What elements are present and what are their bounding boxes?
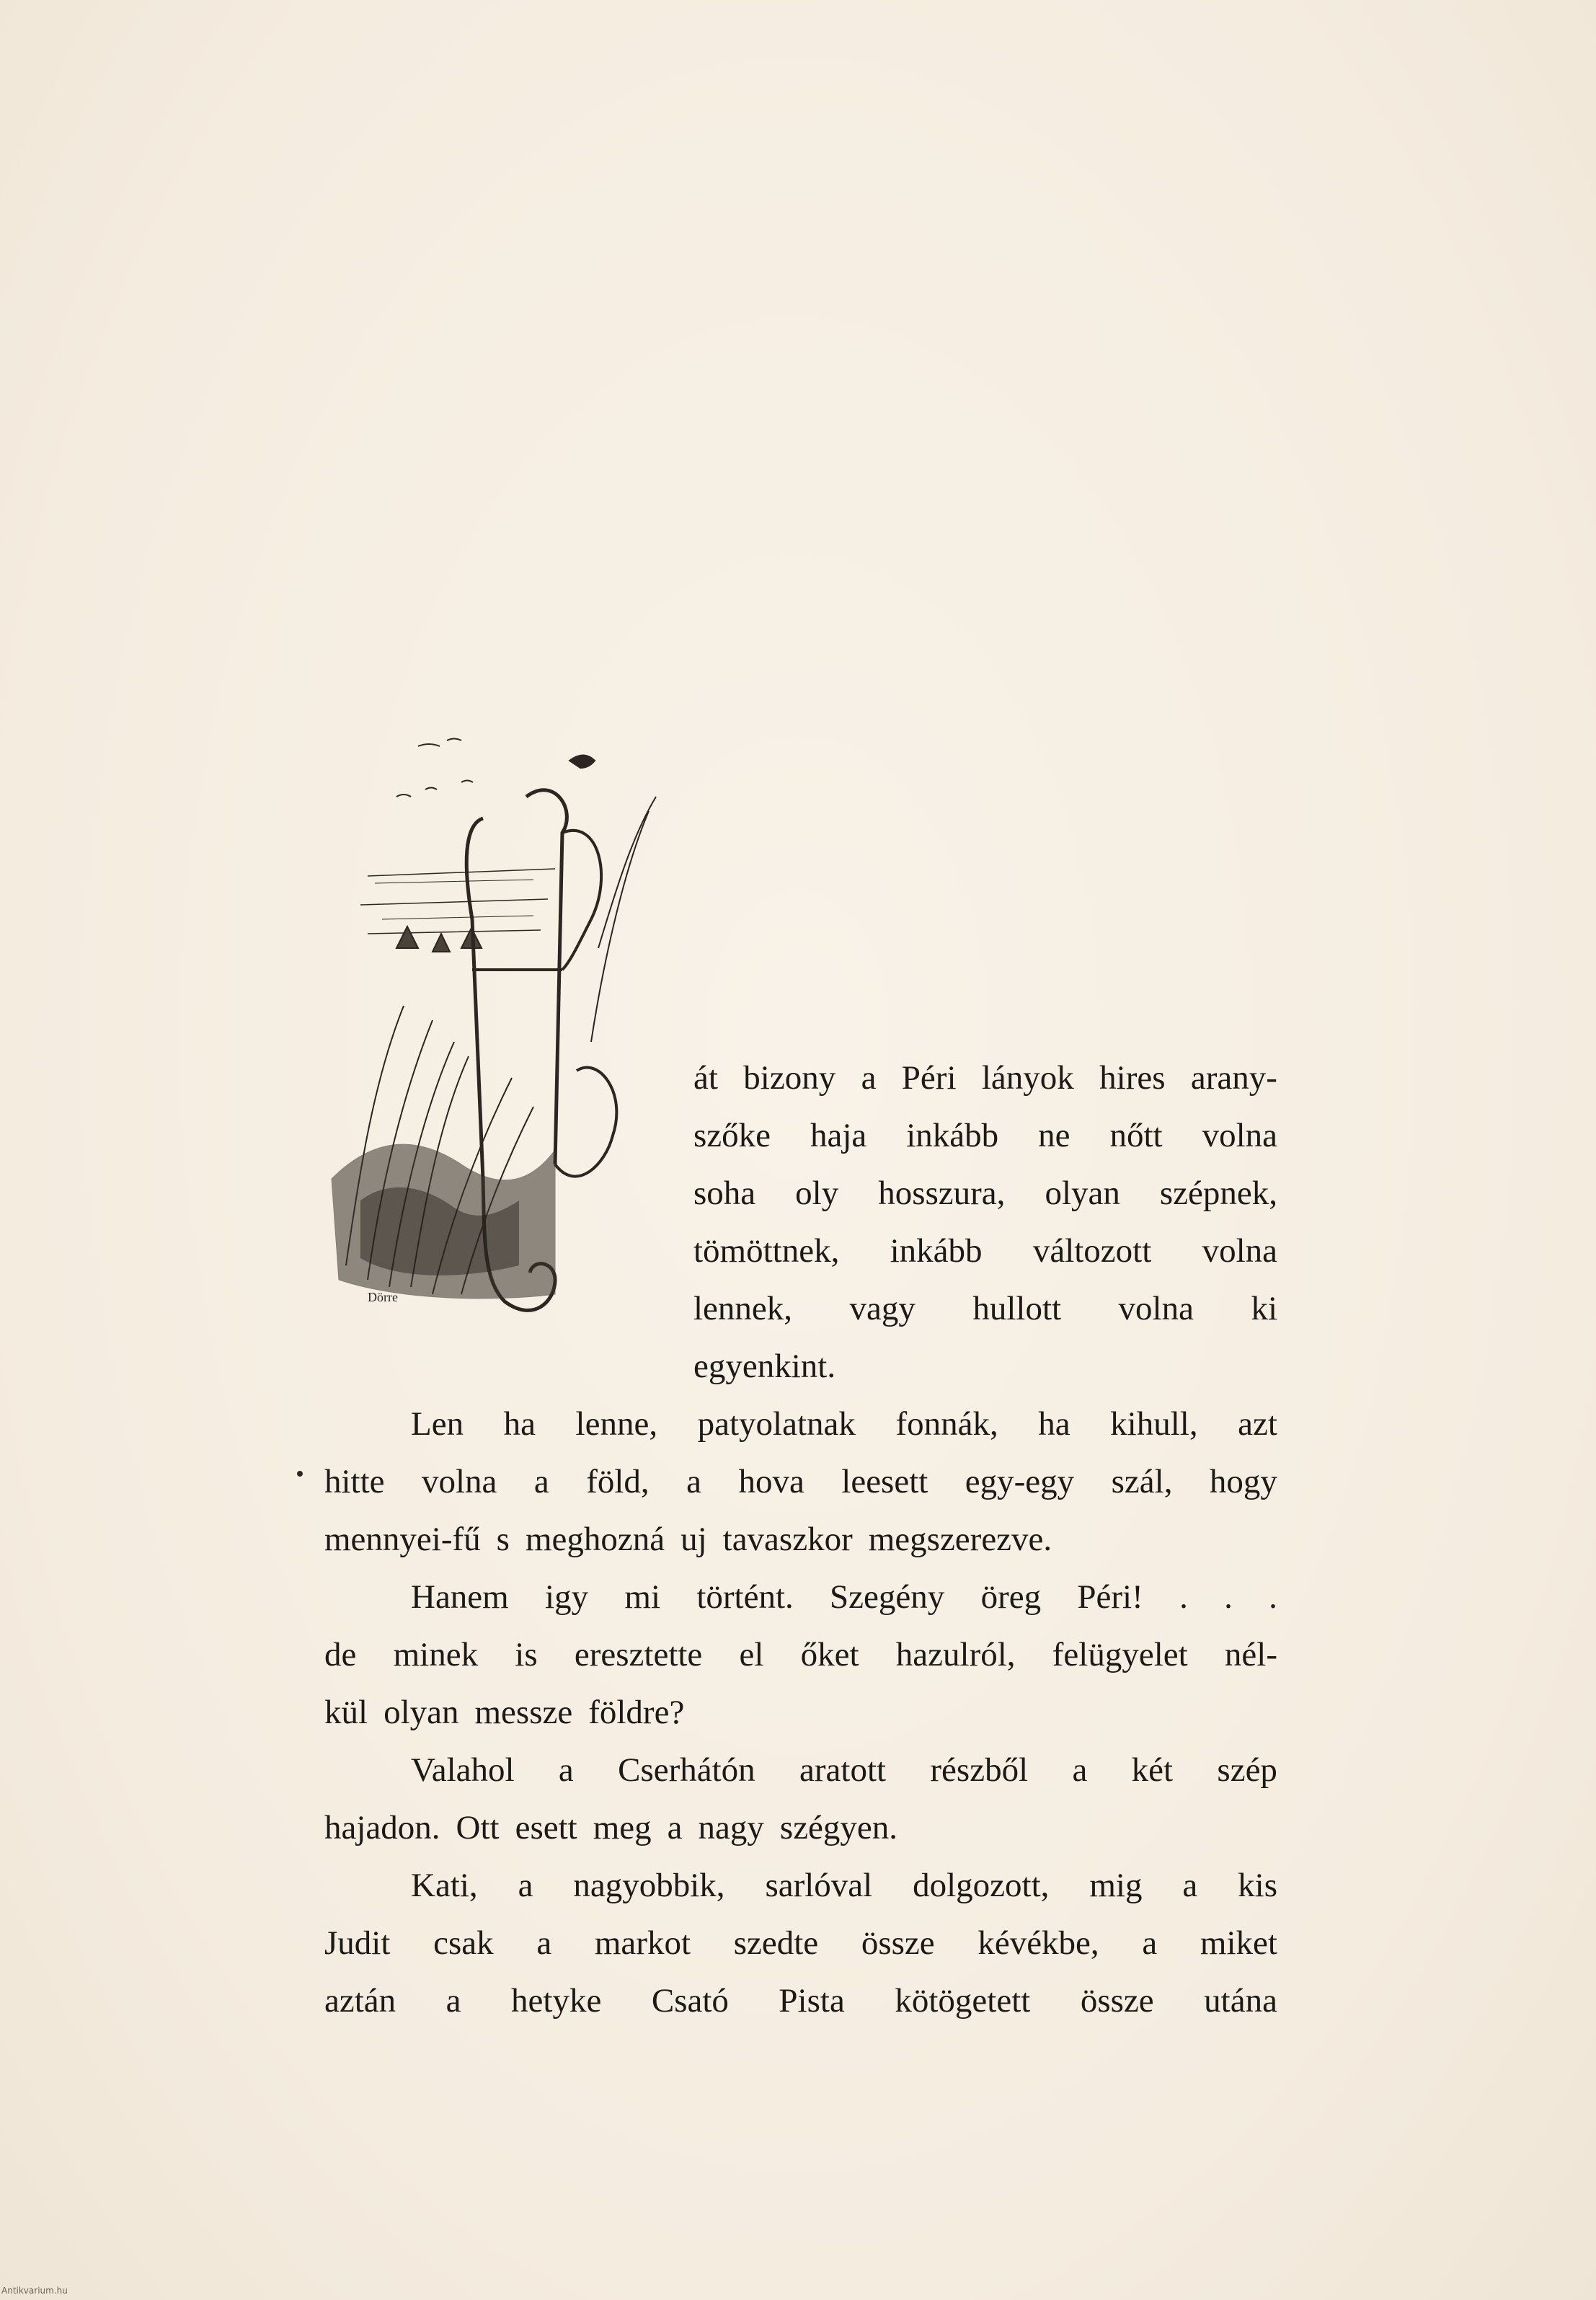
word: össze <box>861 1924 935 1962</box>
word: ne <box>1038 1117 1070 1154</box>
word: részből <box>930 1751 1029 1789</box>
word: Péri <box>901 1059 957 1097</box>
word: egy-egy <box>965 1463 1075 1500</box>
word: kévékbe, <box>977 1924 1099 1962</box>
word: el <box>739 1636 764 1673</box>
word: olyan <box>384 1694 459 1731</box>
word: tavaszkor <box>722 1521 853 1558</box>
word: hullott <box>972 1290 1062 1327</box>
word: utána <box>1204 1982 1277 2020</box>
word: a <box>667 1809 683 1846</box>
word: szőke <box>693 1117 771 1154</box>
word: minek <box>393 1636 479 1673</box>
word: lenne, <box>575 1405 658 1443</box>
word: kihull, <box>1110 1405 1198 1443</box>
word: volna <box>1202 1117 1277 1154</box>
word: őket <box>800 1636 859 1673</box>
word: lányok <box>981 1059 1074 1097</box>
word: volna <box>1118 1290 1194 1327</box>
word: Valahol <box>411 1751 515 1789</box>
illustrator-signature: Dörre <box>368 1290 398 1304</box>
word: hazulról, <box>895 1636 1016 1673</box>
word: meg <box>593 1809 652 1846</box>
word: föld, <box>586 1463 650 1500</box>
word: a <box>558 1751 574 1789</box>
word: igy <box>545 1578 589 1616</box>
word: Szegény <box>830 1578 945 1616</box>
word: a <box>1072 1751 1088 1789</box>
text-line <box>693 1107 1277 1164</box>
word: patyolatnak <box>697 1405 856 1443</box>
word: a <box>861 1059 877 1097</box>
text-line <box>324 1395 1277 1453</box>
word: szégyen. <box>779 1809 898 1846</box>
word: azt <box>1238 1405 1277 1443</box>
word: uj <box>680 1521 707 1558</box>
word: markot <box>594 1924 691 1962</box>
word: miket <box>1200 1924 1277 1962</box>
word: haja <box>810 1117 867 1154</box>
word: szál, <box>1111 1463 1173 1500</box>
word: sarlóval <box>765 1867 873 1904</box>
word: két <box>1131 1751 1174 1789</box>
word: Hanem <box>411 1578 509 1616</box>
word: . <box>1224 1578 1233 1616</box>
word: lennek, <box>693 1290 793 1327</box>
word: hova <box>738 1463 804 1500</box>
word: esett <box>515 1809 577 1846</box>
word: . <box>1269 1578 1277 1616</box>
corner-watermark: Antikvarium.hu <box>1 2286 68 2296</box>
word: volna <box>1202 1232 1277 1270</box>
paragraph <box>324 1568 1277 1741</box>
word: fonnák, <box>895 1405 998 1443</box>
text-line <box>324 1972 1277 2030</box>
margin-dot <box>297 1471 303 1477</box>
text-line <box>324 1741 1277 1799</box>
word: történt. <box>696 1578 794 1616</box>
word: bizony <box>743 1059 836 1097</box>
word: szedte <box>733 1924 819 1962</box>
word: nél- <box>1224 1636 1277 1673</box>
word: messze <box>474 1694 573 1731</box>
word: össze <box>1080 1982 1154 2020</box>
word: nagyobbik, <box>573 1867 725 1904</box>
word: felügyelet <box>1052 1636 1188 1673</box>
word: ki <box>1251 1290 1277 1327</box>
word: megszerezve. <box>868 1521 1052 1558</box>
word: öreg <box>980 1578 1042 1616</box>
word: változott <box>1032 1232 1152 1270</box>
word: hires <box>1099 1059 1166 1097</box>
word: mi <box>624 1578 661 1616</box>
word: kötögetett <box>895 1982 1031 2020</box>
word: Judit <box>324 1924 391 1962</box>
word: olyan <box>1045 1175 1120 1212</box>
paragraph <box>324 1741 1277 1857</box>
word: hosszura, <box>878 1175 1006 1212</box>
word: inkább <box>906 1117 999 1154</box>
word: hajadon. <box>324 1809 440 1846</box>
word: Kati, <box>411 1867 478 1904</box>
word: a <box>686 1463 701 1500</box>
word: hitte <box>324 1463 385 1500</box>
decorated-initial-h <box>317 732 692 1337</box>
text-line <box>693 1280 1277 1337</box>
word: egyenkint. <box>693 1348 836 1385</box>
word: meghozná <box>525 1521 665 1558</box>
drop-cap-adjacent-lines <box>693 1049 1277 1395</box>
text-line <box>324 1511 1277 1568</box>
word: eresztette <box>574 1636 703 1673</box>
word: inkább <box>890 1232 983 1270</box>
word: Cserhátón <box>618 1751 755 1789</box>
word: ha <box>503 1405 536 1443</box>
text-line <box>324 1453 1277 1511</box>
word: Csató <box>651 1982 729 2020</box>
word: tömöttnek, <box>693 1232 840 1270</box>
word: volna <box>422 1463 497 1500</box>
word: hogy <box>1209 1463 1277 1500</box>
word: mig <box>1089 1867 1143 1904</box>
word: leesett <box>841 1463 928 1500</box>
text-line <box>324 1568 1277 1626</box>
word: nőtt <box>1109 1117 1163 1154</box>
word: soha <box>693 1175 756 1212</box>
word: szépnek, <box>1159 1175 1277 1212</box>
word: át <box>693 1059 718 1097</box>
word: aratott <box>799 1751 887 1789</box>
word: arany- <box>1190 1059 1277 1097</box>
text-line <box>693 1049 1277 1107</box>
text-line <box>324 1857 1277 1914</box>
word: a <box>1182 1867 1198 1904</box>
word: aztán <box>324 1982 396 2020</box>
text-line <box>693 1164 1277 1222</box>
text-line <box>324 1626 1277 1684</box>
body-text <box>324 1395 1277 2030</box>
word: a <box>1142 1924 1158 1962</box>
word: Pista <box>779 1982 845 2020</box>
word: mennyei-fű <box>324 1521 481 1558</box>
word: Péri! <box>1077 1578 1143 1616</box>
word: Len <box>411 1405 464 1443</box>
paragraph <box>324 1857 1277 2030</box>
word: is <box>515 1636 538 1673</box>
word: szép <box>1217 1751 1277 1789</box>
word: kis <box>1238 1867 1277 1904</box>
word: a <box>445 1982 461 2020</box>
text-line <box>693 1222 1277 1280</box>
text-line <box>693 1337 1277 1395</box>
word: nagy <box>698 1809 764 1846</box>
word: vagy <box>849 1290 916 1327</box>
word: a <box>518 1867 533 1904</box>
word: s <box>496 1521 510 1558</box>
word: oly <box>795 1175 839 1212</box>
word: de <box>324 1636 357 1673</box>
text-line <box>324 1799 1277 1857</box>
word: földre? <box>588 1694 685 1731</box>
word: . <box>1179 1578 1188 1616</box>
word: dolgozott, <box>913 1867 1050 1904</box>
word: ha <box>1038 1405 1070 1443</box>
word: a <box>533 1463 549 1500</box>
wheat-field-illustration <box>332 739 656 1311</box>
word: csak <box>433 1924 494 1962</box>
text-line <box>324 1914 1277 1972</box>
text-line <box>324 1684 1277 1741</box>
word: hetyke <box>511 1982 602 2020</box>
word: Ott <box>456 1809 500 1846</box>
paragraph <box>324 1395 1277 1568</box>
word: a <box>536 1924 552 1962</box>
word: kül <box>324 1694 368 1731</box>
